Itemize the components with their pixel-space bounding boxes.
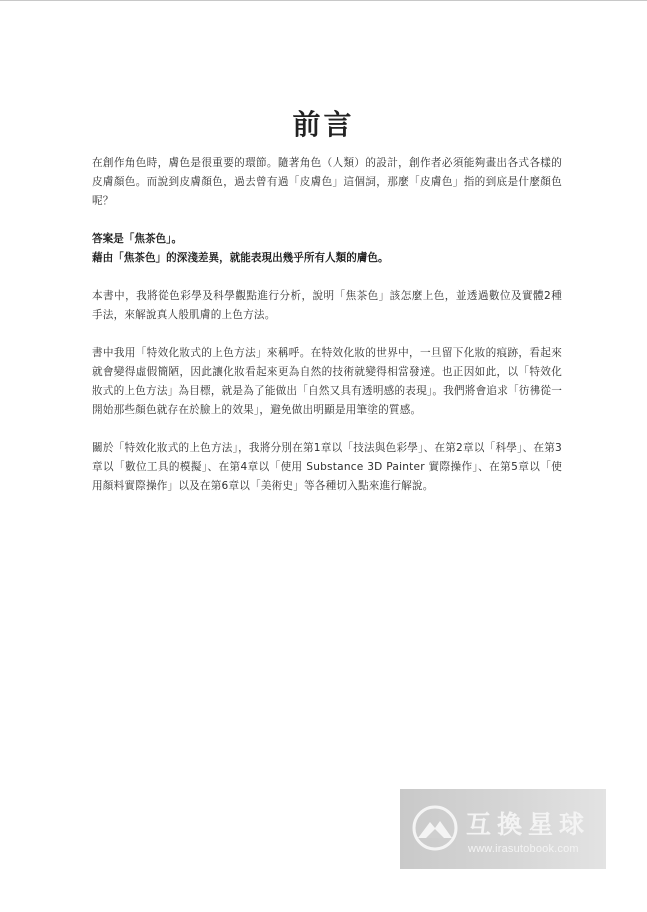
paragraph-method: 書中我用「特效化妝式的上色方法」來稱呼。在特效化妝的世界中，一旦留下化妝的痕跡，看起來就會變得虛假簡陋，因此讓化妝看起來更為自然的技術就變得相當發達。也正因如此，以「特效化妝式的上色方法」為目標，就是為了能做出「自然又具有透明感的表現」。我們將會追求「彷彿從一開始那些顏色就存在於臉上的效果」，避免做出明顯是用筆塗的質感。 <box>92 347 562 416</box>
preface-body <box>92 154 562 515</box>
watermark-url: www.irasutobook.com <box>468 843 579 855</box>
paragraph-intro: 在創作角色時，膚色是很重要的環節。隨著角色（人類）的設計，創作者必須能夠畫出各式各樣的皮膚顏色。而說到皮膚顏色，過去曾有過「皮膚色」這個詞，那麼「皮膚色」指的到底是什麼顏色呢？ <box>92 157 562 207</box>
page-title: 前言 <box>292 107 355 141</box>
answer-block <box>92 230 562 268</box>
watermark-brand: 互換星球 <box>466 810 591 839</box>
paragraph-analysis: 本書中，我將從色彩學及科學觀點進行分析，說明「焦茶色」該怎麼上色，並透過數位及實體2種手法，來解說真人般肌膚的上色方法。 <box>92 290 562 321</box>
answer-line-1: 答案是「焦茶色」。 <box>92 233 183 245</box>
top-border <box>0 0 647 1</box>
mountain-icon <box>412 805 458 851</box>
watermark <box>400 789 606 869</box>
paragraph-chapters: 關於「特效化妝式的上色方法」，我將分別在第1章以「技法與色彩學」、在第2章以「科學」、在第3章以「數位工具的模擬」、在第4章以「使用 Substance 3D Painter 實際操作」、在第5章以「使用顏料實際操作」以及在第6章以「美術史」等各種切入點來進行解說。 <box>92 442 562 492</box>
answer-line-2: 藉由「焦茶色」的深淺差異，就能表現出幾乎所有人類的膚色。 <box>92 252 389 264</box>
